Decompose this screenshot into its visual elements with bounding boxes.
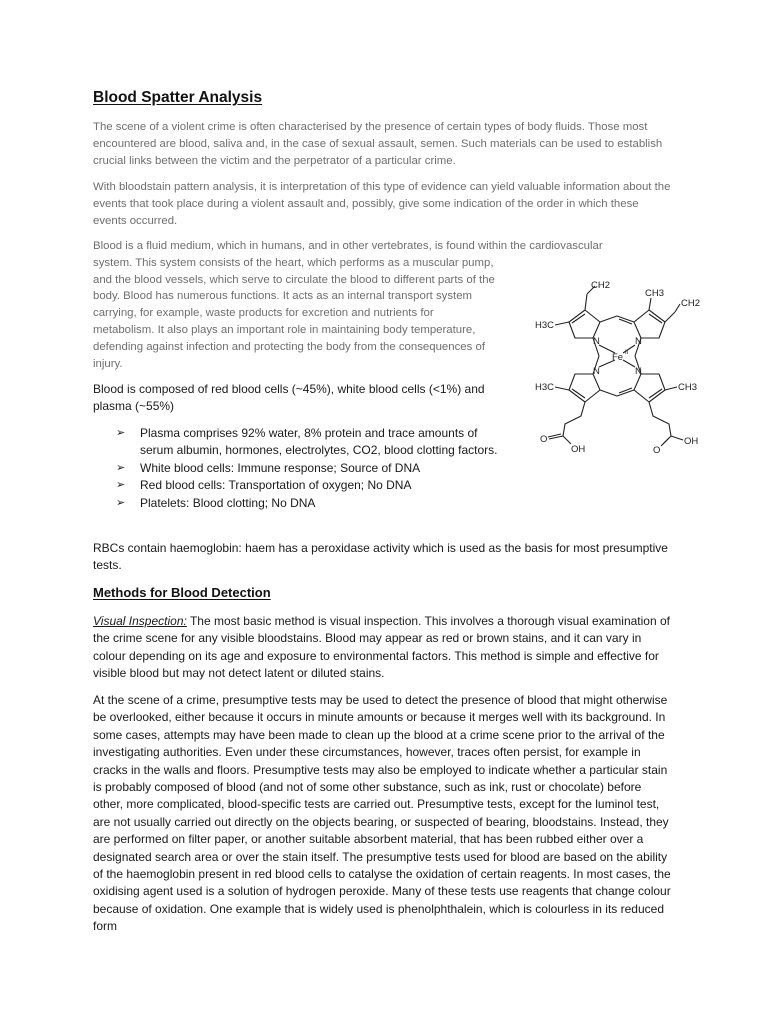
acid-right-oh-label: OH (684, 436, 699, 447)
blood-paragraph-rest: system. This system consists of the heart, which performs as a muscular pump, and the blood vessels, which serve to circulate the blood to different parts of the body. Blood has numerous functions. It acts as an internal transport system carrying, for example, waste products for excretion and nutrients for metabolism. It also plays an important role in maintaining body temperature, defending against infection and protecting the body from the consequences of injury. (93, 256, 495, 370)
section-heading-methods: Methods for Blood Detection (93, 585, 271, 600)
list-item: ➢ White blood cells: Immune response; Source of DNA (116, 460, 506, 477)
visual-inspection-paragraph (93, 613, 675, 683)
acid-left-o-label: O (540, 434, 548, 445)
nitrogen-label: N (635, 366, 642, 377)
list-item: ➢ Red blood cells: Transportation of oxygen; No DNA (116, 477, 506, 494)
acid-left-oh-label: OH (571, 444, 586, 455)
composition-text: Blood is composed of red blood cells (~45%), white blood cells (<1%) and plasma (~55%) (93, 382, 485, 414)
bullet-arrow-icon: ➢ (116, 427, 126, 439)
document-title: Blood Spatter Analysis (93, 89, 263, 106)
nitrogen-label: N (593, 366, 600, 377)
rbc-note: RBCs contain haemoglobin: haem has a peroxidase activity which is used as the basis for most presumptive tests. (93, 541, 668, 573)
intro-paragraph-2: With bloodstain pattern analysis, it is interpretation of this type of evidence can yield valuable information about the events that took place during a violent assault and, possibly, give some indication of the order in which these events occurred. (93, 181, 671, 227)
bullet-arrow-icon: ➢ (116, 496, 126, 509)
visual-inspection-label: Visual Inspection: (93, 614, 187, 628)
vinyl-top-label: CH2 (591, 280, 611, 291)
bullet-arrow-icon: ➢ (116, 461, 126, 474)
nitrogen-label: N (593, 336, 600, 347)
list-item: ➢ Plasma comprises 92% water, 8% protein and trace amounts of serum albumin, hormones, electrolytes, CO2, blood clotting factors. (116, 426, 498, 458)
blood-paragraph-first-line: Blood is a fluid medium, which in humans, and in other vertebrates, is found within the cardiovascular (93, 240, 603, 252)
list-item: ➢ Platelets: Blood clotting; No DNA (116, 495, 506, 512)
bullet-arrow-icon: ➢ (116, 479, 126, 492)
intro-paragraph-1: The scene of a violent crime is often characterised by the presence of certain types of body fluids. Those most encountered are blood, saliva and, in the case of sexual assault, semen. Such materials can be used to establish crucial links between the victim and the perpetrator of a particular crime. (93, 121, 663, 167)
methyl-left-top-label: H3C (535, 320, 555, 331)
vinyl-right-label: CH2 (681, 298, 701, 309)
nitrogen-label: N (635, 336, 642, 347)
methyl-top-right-label: CH3 (645, 288, 665, 299)
visual-inspection-text: The most basic method is visual inspection. This involves a thorough visual examination of the crime scene for any visible bloodstains. Blood may appear as red or brown stains, and it can vary in colour depending on its age and exposure to environmental factors. This method is simple and effective for visible blood but may not detect latent or diluted stains. (93, 614, 670, 681)
presumptive-tests-paragraph: At the scene of a crime, presumptive tests may be used to detect the presence of blood that might otherwise be overlooked, either because it occurs in minute amounts or because it merges well with its background. In some cases, attempts may have been made to clean up the blood at a crime scene prior to the arrival of the investigating authorities. Even under these circumstances, however, traces often persist, for example in cracks in the walls and floors. Presumptive tests may also be employed to indicate whether a particular stain is probably composed of blood (and not of some other substance, such as ink, rust or chocolate) before other, more complicated, blood-specific tests are carried out. Presumptive tests, except for the luminol test, are not usually carried out directly on the objects bearing, or suspected of bearing, bloodstains. Instead, they are performed on filter paper, or another suitable absorbent material, that has been rubbed either over a designated search area or over the stain itself. The presumptive tests used for blood are based on the ability of the haemoglobin present in red blood cells to catalyse the oxidation of certain reagents. In most cases, the oxidising agent used is a solution of hydrogen peroxide. Many of these tests use reagents that change colour because of oxidation. One example that is widely used is phenolphthalein, which is colourless in its reduced form (93, 693, 671, 934)
iron-charge-label: II (625, 350, 629, 356)
composition-list (116, 425, 506, 512)
iron-label: Fe (612, 352, 624, 363)
haem-structure-diagram (535, 276, 710, 456)
acid-right-o-label: O (653, 445, 661, 456)
methyl-left-bottom-label: H3C (535, 382, 555, 393)
methyl-right-bottom-label: CH3 (678, 382, 698, 393)
